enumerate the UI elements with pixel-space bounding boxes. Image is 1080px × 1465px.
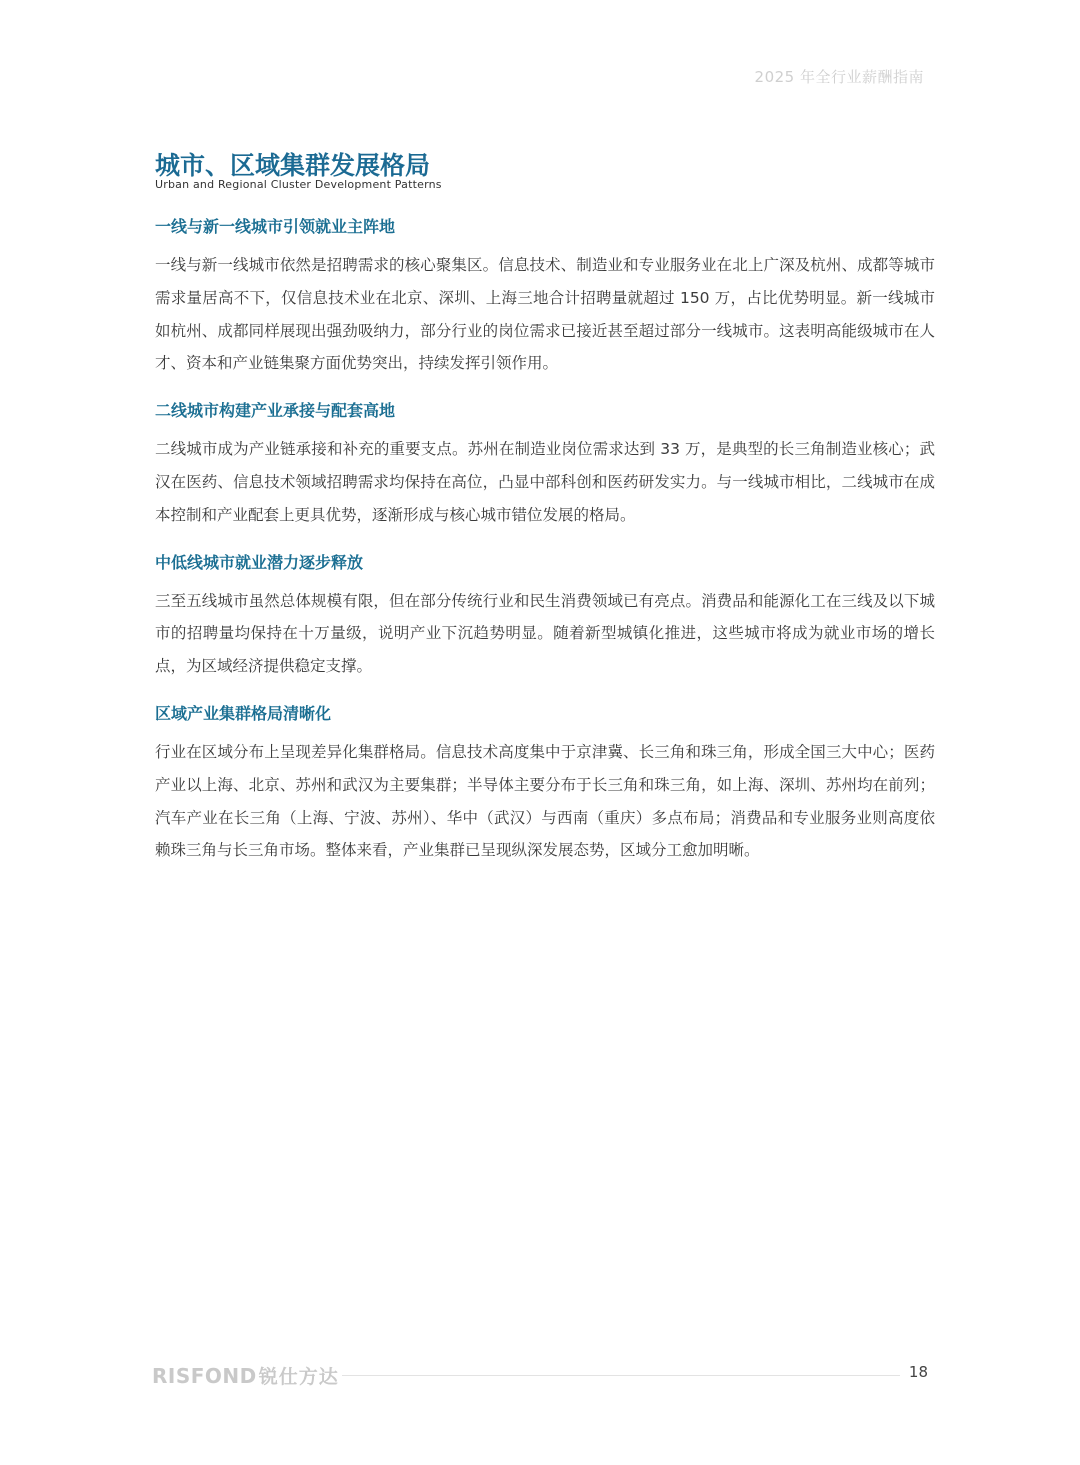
page-number: 18	[908, 1363, 928, 1381]
content-body	[155, 215, 935, 886]
content-block-lower-tier-cities	[155, 551, 935, 683]
report-header-title: 2025 年全行业薪酬指南	[754, 68, 924, 86]
company-logo	[152, 1362, 339, 1389]
content-block-tier2-cities	[155, 399, 935, 531]
logo-wordmark-en: RISFOND	[152, 1364, 257, 1388]
section-subtitle: Urban and Regional Cluster Development Patterns	[155, 178, 442, 191]
footer-divider	[342, 1375, 900, 1376]
content-block-tier1-cities	[155, 215, 935, 380]
logo-wordmark-cn: 锐仕方达	[258, 1366, 339, 1388]
block-heading: 中低线城市就业潜力逐步释放	[155, 552, 364, 572]
block-paragraph: 一线与新一线城市依然是招聘需求的核心聚集区。信息技术、制造业和专业服务业在北上广深及杭州、成都等城市需求量居高不下，仅信息技术业在北京、深圳、上海三地合计招聘量就超过 150 万，占比优势明显。新一线城市如杭州、成都同样展现出强劲吸纳力，部分行业的岗位需求已接近甚至超过部分一线城市。这表明高能级城市在人才、资本和产业链集聚方面优势突出，持续发挥引领作用。	[155, 256, 935, 373]
block-paragraph: 行业在区域分布上呈现差异化集群格局。信息技术高度集中于京津冀、长三角和珠三角，形成全国三大中心；医药产业以上海、北京、苏州和武汉为主要集群；半导体主要分布于长三角和珠三角，如上海、深圳、苏州均在前列；汽车产业在长三角（上海、宁波、苏州）、华中（武汉）与西南（重庆）多点布局；消费品和专业服务业则高度依赖珠三角与长三角市场。整体来看，产业集群已呈现纵深发展态势，区域分工愈加明晰。	[155, 742, 935, 860]
block-heading: 二线城市构建产业承接与配套高地	[155, 401, 396, 421]
block-paragraph: 三至五线城市虽然总体规模有限，但在部分传统行业和民生消费领域已有亮点。消费品和能源化工在三线及以下城市的招聘量均保持在十万量级，说明产业下沉趋势明显。随着新型城镇化推进，这些城市将成为就业市场的增长点，为区域经济提供稳定支撑。	[155, 591, 935, 676]
block-heading: 一线与新一线城市引领就业主阵地	[155, 217, 396, 236]
section-header	[155, 150, 935, 191]
content-block-regional-clusters	[155, 702, 935, 867]
block-heading: 区域产业集群格局清晰化	[155, 703, 332, 723]
section-title: 城市、区域集群发展格局	[155, 151, 431, 180]
block-paragraph: 二线城市成为产业链承接和补充的重要支点。苏州在制造业岗位需求达到 33 万，是典型的长三角制造业核心；武汉在医药、信息技术领域招聘需求均保持在高位，凸显中部科创和医药研发实力。与一线城市相比，二线城市在成本控制和产业配套上更具优势，逐渐形成与核心城市错位发展的格局。	[155, 440, 935, 524]
page-footer	[152, 1360, 928, 1390]
